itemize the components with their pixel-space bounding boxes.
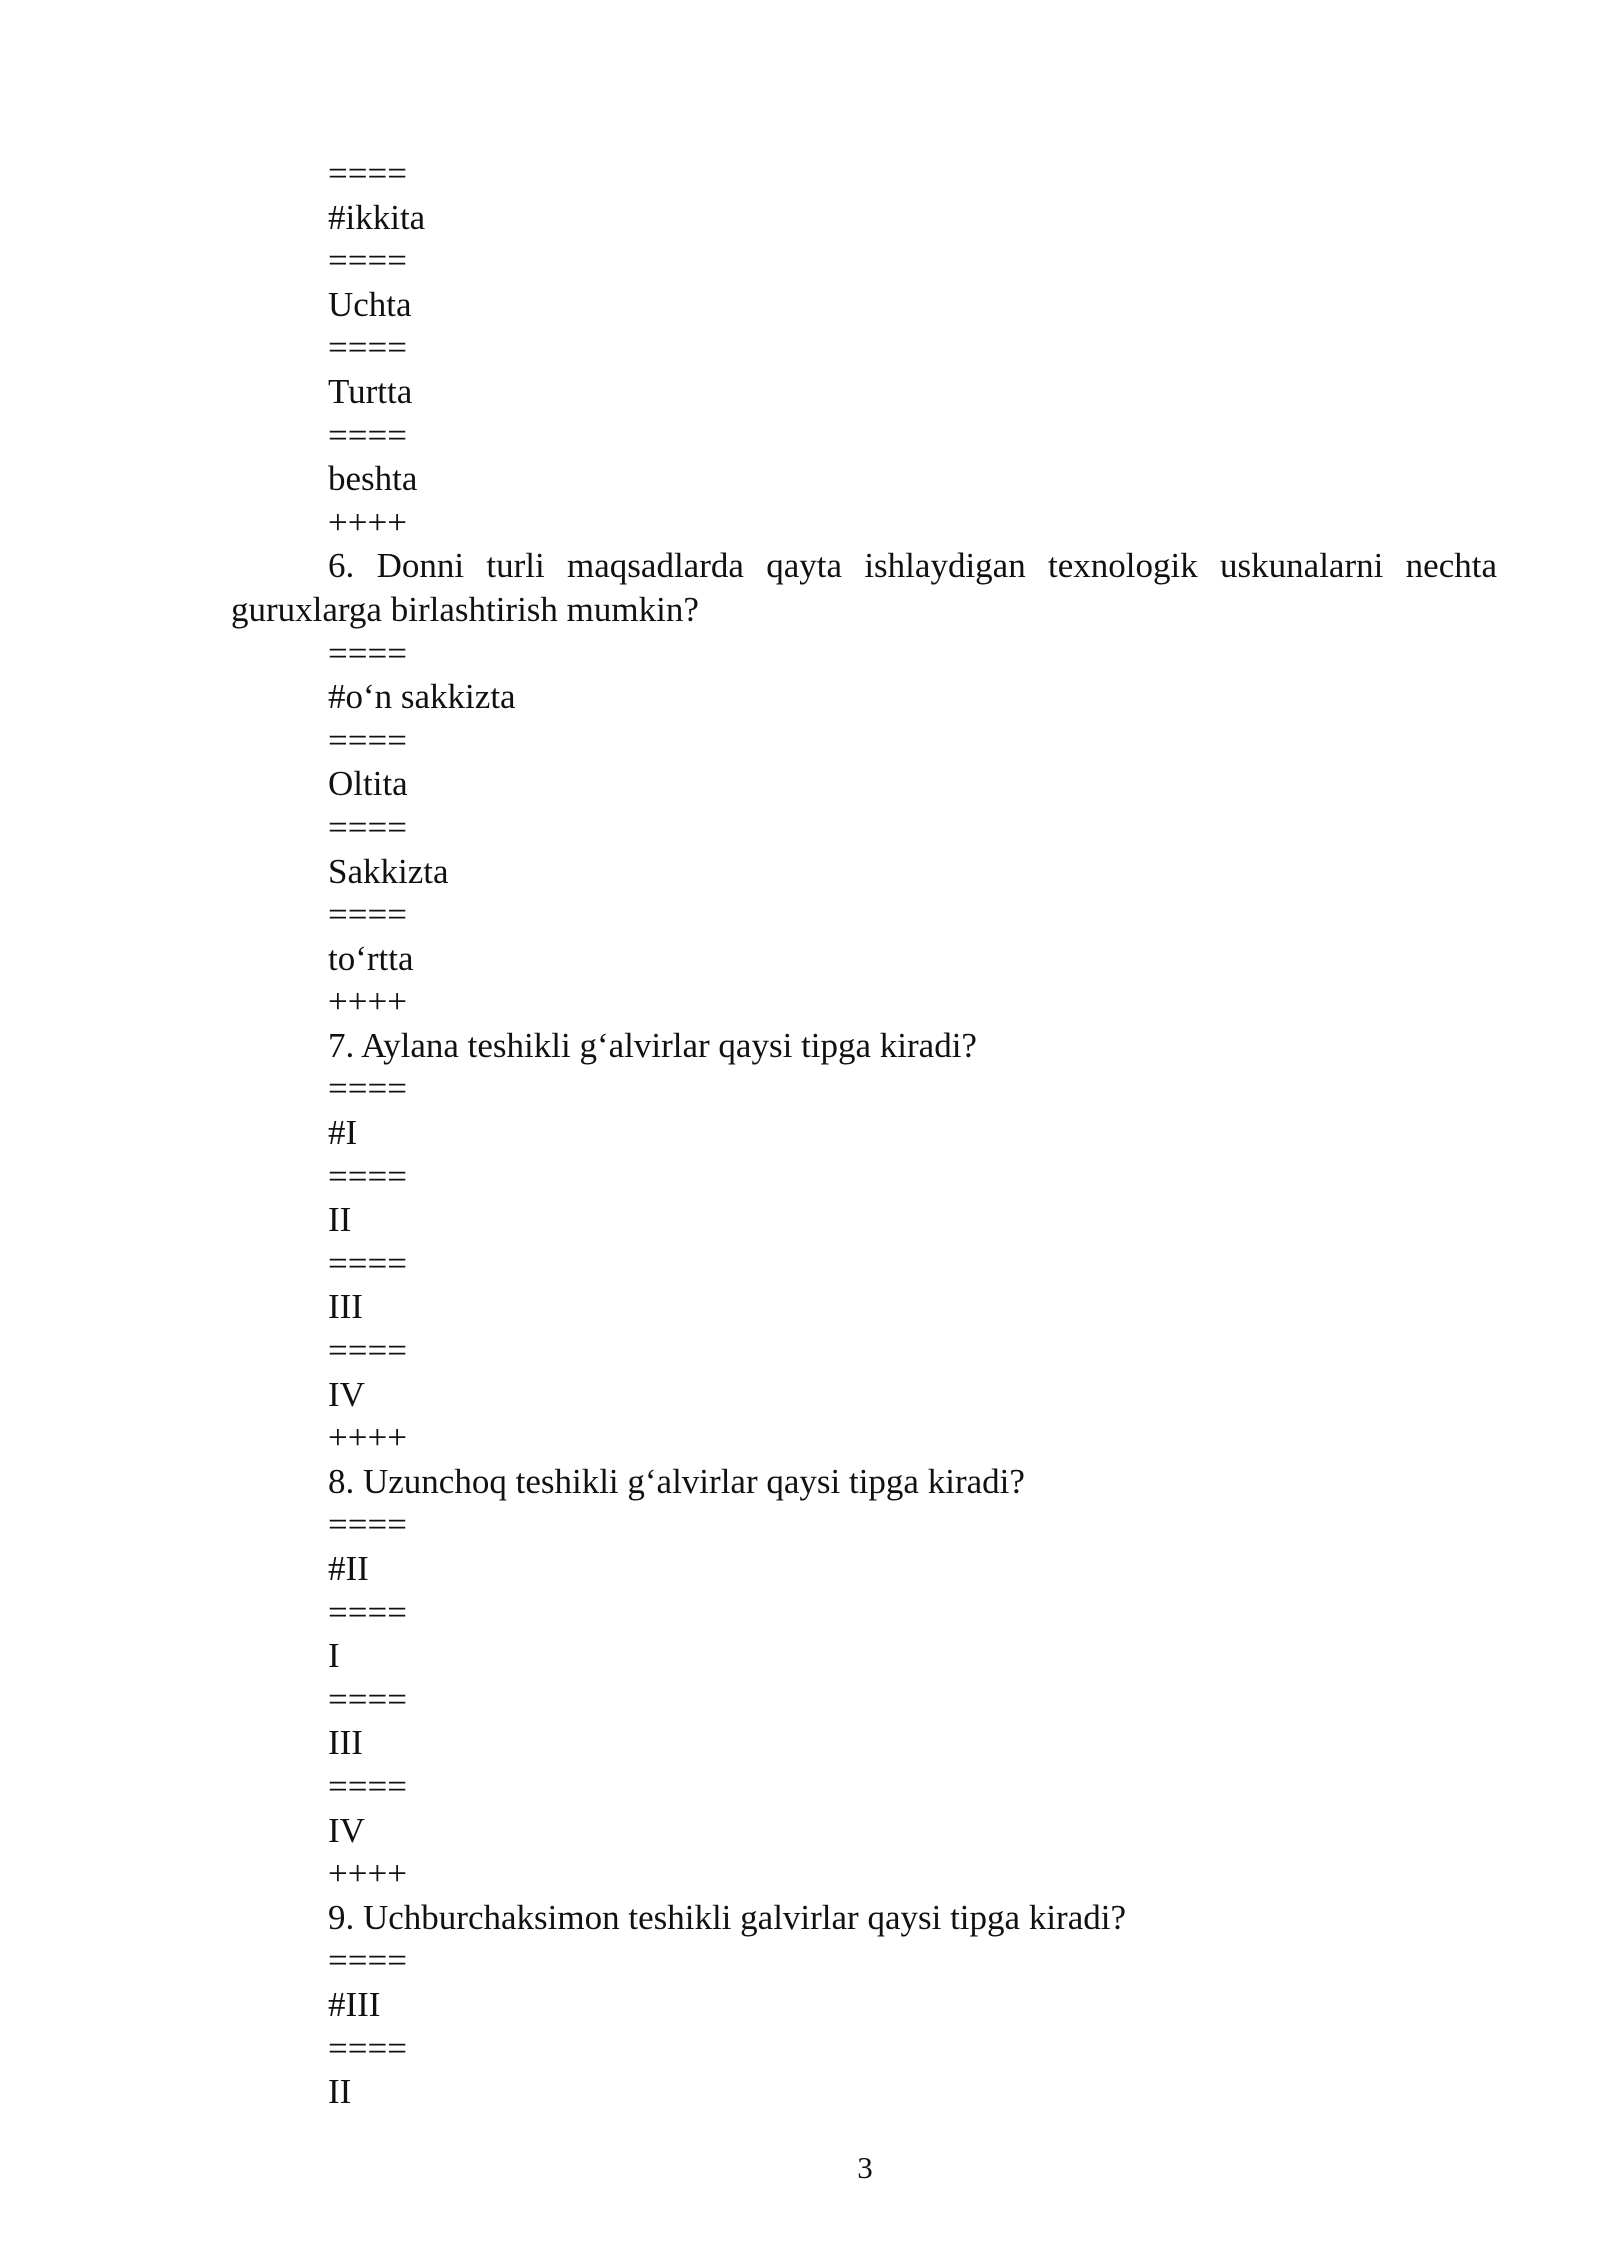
answer-option: Uchta xyxy=(328,284,412,324)
separator-line: ==== xyxy=(328,633,407,673)
answer-option: IV xyxy=(328,1374,365,1414)
answer-option: to‘rtta xyxy=(328,938,414,978)
answer-option: Sakkizta xyxy=(328,851,449,891)
answer-option: II xyxy=(328,1200,352,1240)
answer-option: Turtta xyxy=(328,371,413,411)
correct-answer-option: #II xyxy=(328,1549,369,1588)
answer-option: I xyxy=(328,1636,340,1676)
separator-line: ==== xyxy=(328,415,407,455)
separator-line: ==== xyxy=(328,1941,407,1981)
separator-line: ==== xyxy=(328,895,407,935)
answer-option: IV xyxy=(328,1810,365,1850)
separator-line: ==== xyxy=(328,1766,407,1806)
correct-answer-option: #I xyxy=(328,1113,358,1153)
question-end-marker: ++++ xyxy=(328,502,407,542)
answer-option: III xyxy=(328,1287,363,1327)
question-end-marker: ++++ xyxy=(328,1418,407,1458)
correct-answer-option: #ikkita xyxy=(328,197,426,237)
answer-option: II xyxy=(328,2072,352,2112)
correct-answer-option: #o‘n sakkizta xyxy=(328,677,516,717)
separator-line: ==== xyxy=(328,1156,407,1196)
correct-answer-option: #III xyxy=(328,1984,381,2024)
separator-line: ==== xyxy=(328,1331,407,1371)
separator-line: ==== xyxy=(328,720,407,760)
separator-line: ==== xyxy=(328,241,407,281)
question-end-marker: ++++ xyxy=(328,982,407,1022)
page-number: 3 xyxy=(857,2150,873,2185)
answer-option: Oltita xyxy=(328,764,408,804)
question-text: 8. Uzunchoq teshikli g‘alvirlar qaysi tipga kiradi? xyxy=(328,1461,1025,1501)
separator-line: ==== xyxy=(328,1679,407,1719)
separator-line: ==== xyxy=(328,154,407,193)
question-text: 7. Aylana teshikli g‘alvirlar qaysi tipga kiradi? xyxy=(328,1025,977,1065)
question-text-continued: guruxlarga birlashtirish mumkin? xyxy=(231,589,699,629)
separator-line: ==== xyxy=(328,1592,407,1632)
separator-line: ==== xyxy=(328,1505,407,1545)
question-text: 9. Uchburchaksimon teshikli galvirlar qaysi tipga kiradi? xyxy=(328,1897,1126,1937)
separator-line: ==== xyxy=(328,2028,407,2068)
separator-line: ==== xyxy=(328,1069,407,1109)
separator-line: ==== xyxy=(328,1243,407,1283)
separator-line: ==== xyxy=(328,328,407,368)
answer-option: III xyxy=(328,1723,363,1763)
answer-option: beshta xyxy=(328,459,418,499)
document-body xyxy=(231,152,1497,2114)
separator-line: ==== xyxy=(328,807,407,847)
question-text: 6. Donni turli maqsadlarda qayta ishlaydigan texnologik uskunalarni nechta xyxy=(328,546,1497,586)
question-end-marker: ++++ xyxy=(328,1854,407,1894)
